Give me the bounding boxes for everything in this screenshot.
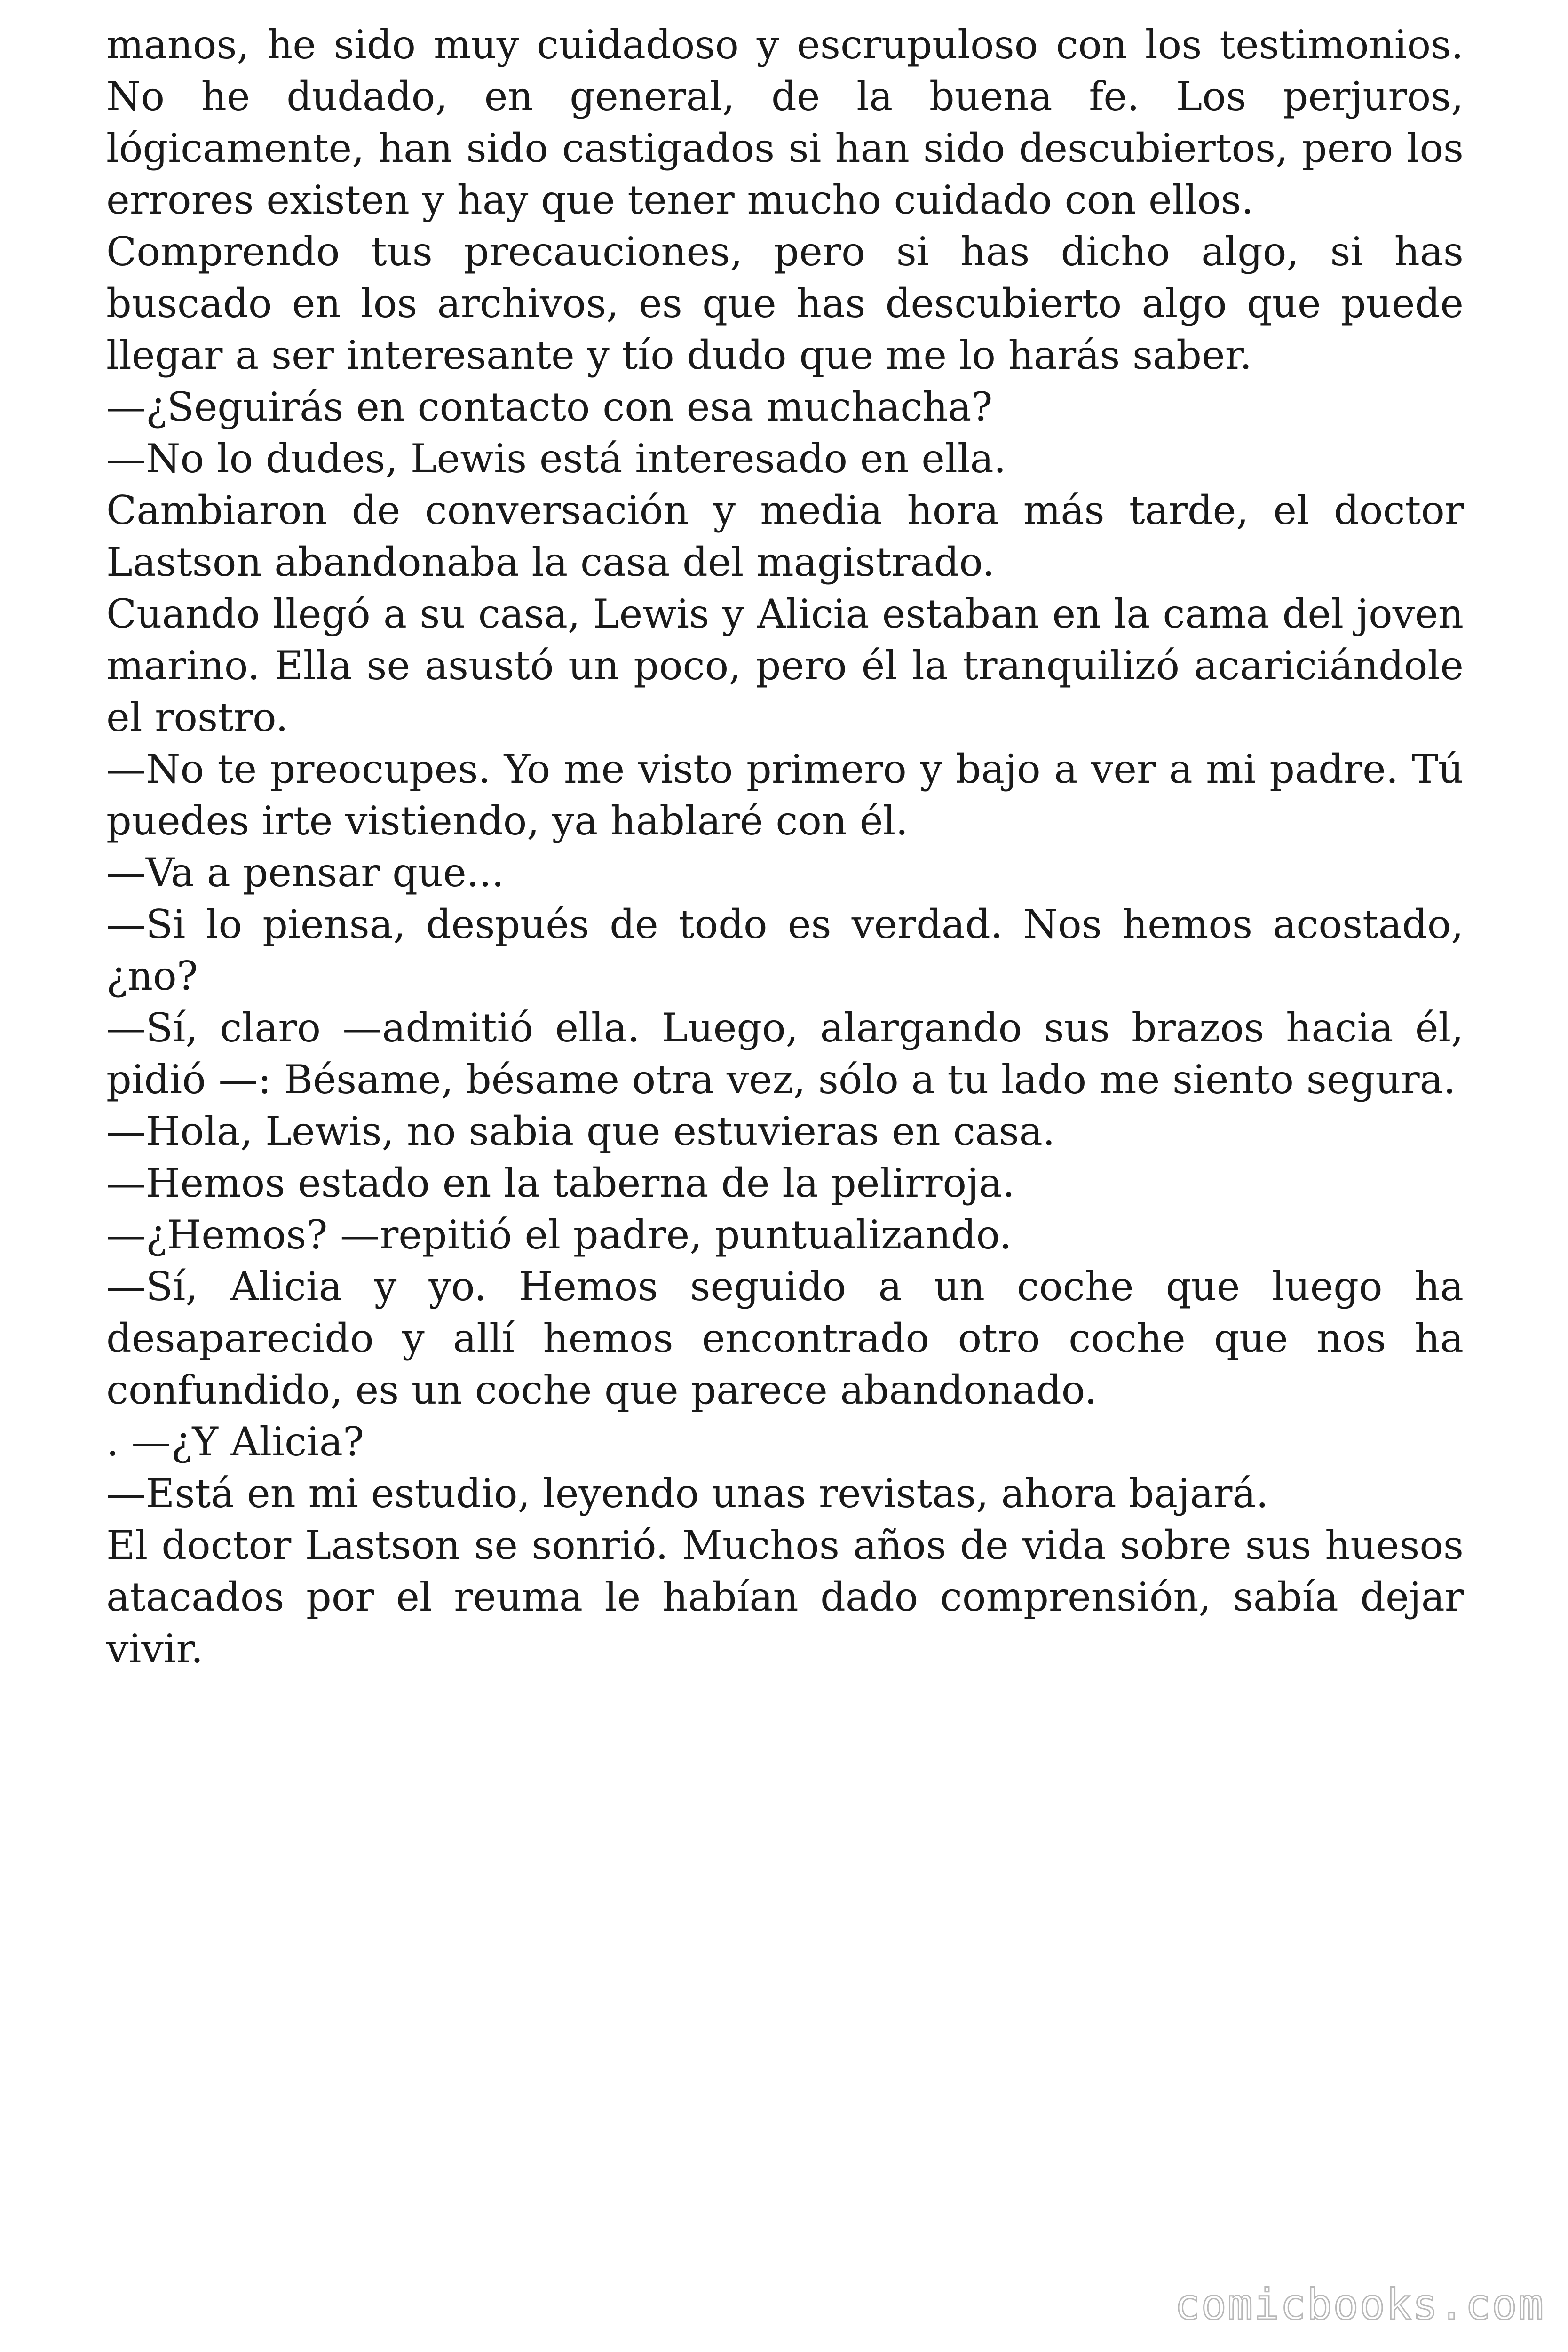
dialogue-line: —¿Hemos? —repitió el padre, puntualizando. — [106, 1212, 1012, 1258]
watermark: comicbooks.com — [1174, 2280, 1544, 2329]
paragraph: Cambiaron de conversación y media hora más tarde, el doctor Lastson abandonaba la casa del magistrado. — [106, 487, 1464, 585]
dialogue-line: —Está en mi estudio, leyendo unas revistas, ahora bajará. — [106, 1470, 1269, 1517]
dialogue-line: —¿Seguirás en contacto con esa muchacha? — [106, 384, 993, 430]
dialogue-line: —Sí, Alicia y yo. Hemos seguido a un coche que luego ha desaparecido y allí hemos encontrado otro coche que nos ha confundido, es un coche que parece abandonado. — [106, 1263, 1464, 1413]
paragraph: Cuando llegó a su casa, Lewis y Alicia estaban en la cama del joven marino. Ella se asustó un poco, pero él la tranquilizó acariciándole el rostro. — [106, 591, 1464, 740]
paragraph: Comprendo tus precauciones, pero si has dicho algo, si has buscado en los archivos, es que has descubierto algo que puede llegar a ser interesante y tío dudo que me lo harás saber. — [106, 229, 1464, 378]
page-body — [106, 19, 1464, 1675]
dialogue-line: —No lo dudes, Lewis está interesado en ella. — [106, 436, 1006, 482]
dialogue-line: —Hola, Lewis, no sabia que estuvieras en casa. — [106, 1108, 1055, 1154]
paragraph: manos, he sido muy cuidadoso y escrupuloso con los testimonios. No he dudado, en general, de la buena fe. Los perjuros, lógicamente, han sido castigados si han sido descubiertos, pero los errores existen y hay que tener mucho cuidado con ellos. — [106, 22, 1464, 223]
dialogue-line: —Hemos estado en la taberna de la pelirroja. — [106, 1160, 1015, 1206]
dialogue-line: —Si lo piensa, después de todo es verdad. Nos hemos acostado, ¿no? — [106, 901, 1464, 999]
dialogue-line: —Sí, claro —admitió ella. Luego, alargando sus brazos hacia él, pidió —: Bésame, bésame otra vez, sólo a tu lado me siento segura. — [106, 1005, 1464, 1103]
paragraph: El doctor Lastson se sonrió. Muchos años de vida sobre sus huesos atacados por el reuma le habían dado comprensión, sabía dejar vivir. — [106, 1522, 1464, 1672]
dialogue-line: —Va a pensar que... — [106, 850, 504, 896]
dialogue-line: —No te preocupes. Yo me visto primero y bajo a ver a mi padre. Tú puedes irte vistiendo, ya hablaré con él. — [106, 746, 1464, 844]
dialogue-line: . —¿Y Alicia? — [106, 1419, 364, 1465]
